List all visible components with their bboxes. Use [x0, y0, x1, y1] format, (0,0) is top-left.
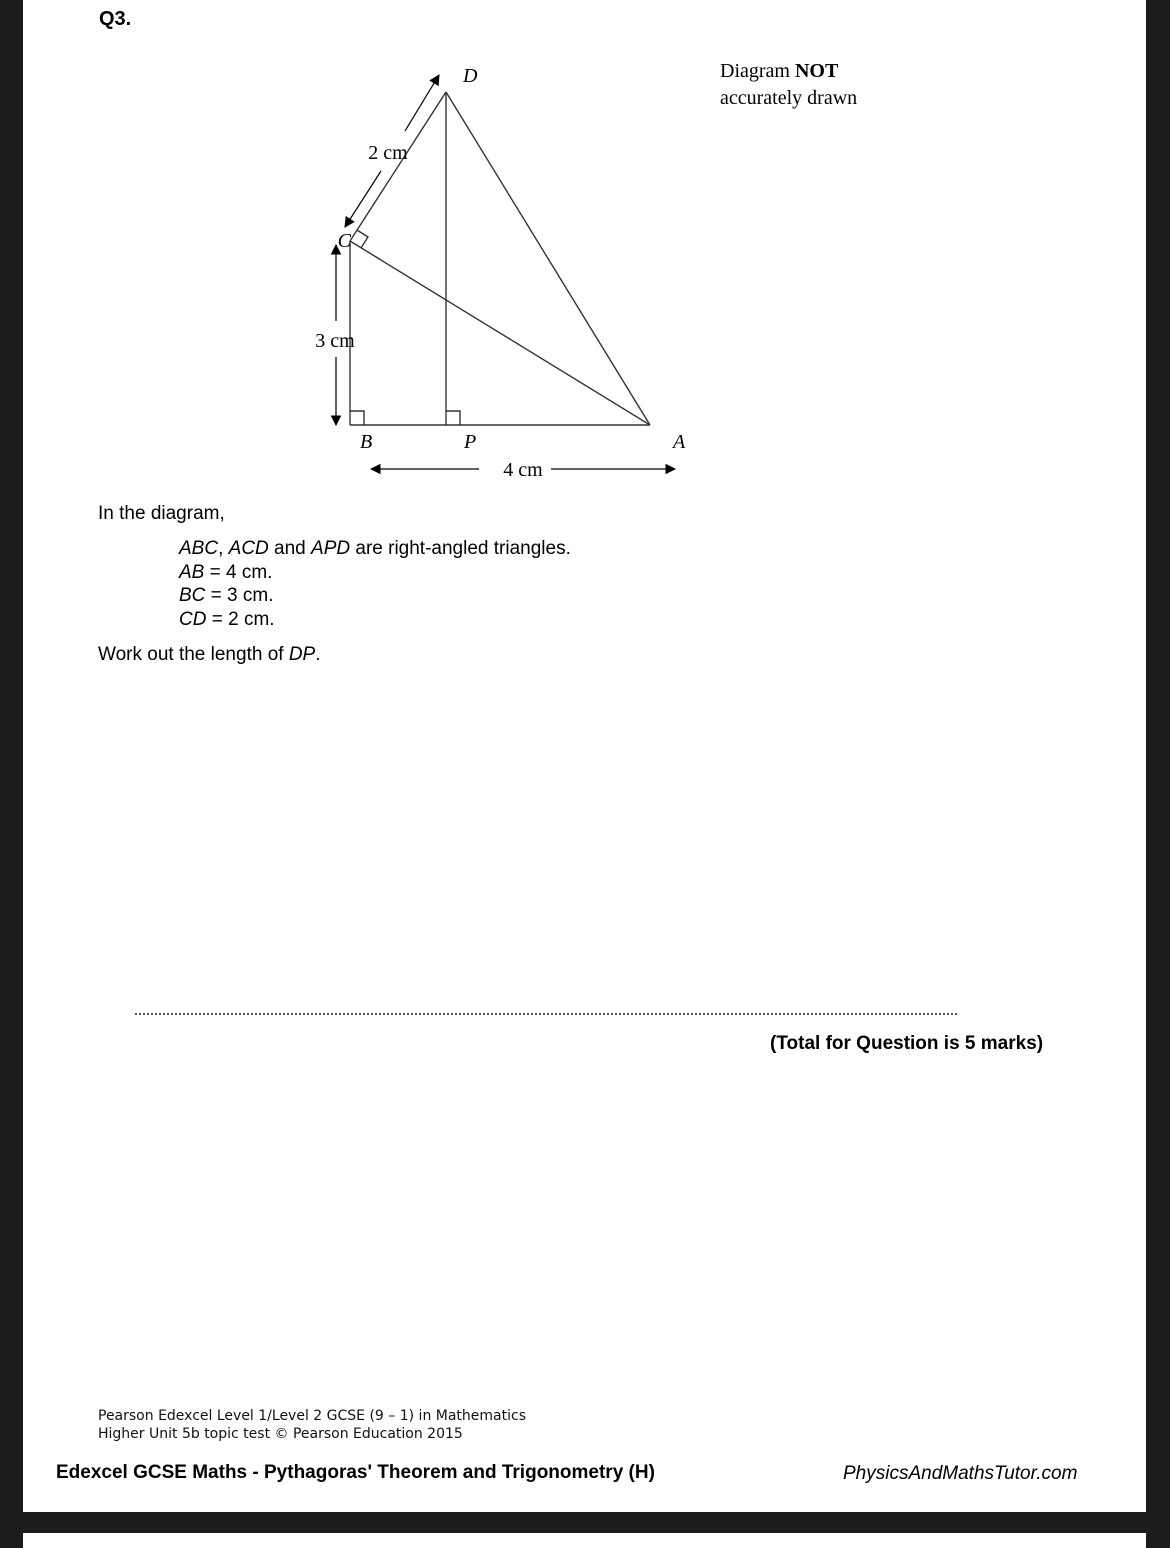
line-ca — [350, 241, 650, 425]
fact-and: and — [268, 538, 312, 559]
answer-line[interactable] — [135, 1013, 957, 1015]
diagram-note-prefix: Diagram — [720, 60, 795, 82]
fact-cd-value: = 2 cm. — [206, 609, 275, 630]
label-p: P — [464, 431, 477, 453]
task-prefix: Work out the length of — [98, 644, 289, 665]
line-da — [446, 92, 650, 425]
fact-bc-name: BC — [179, 585, 206, 606]
diagram-note-line2: accurately drawn — [720, 87, 858, 109]
fact-apd: APD — [311, 538, 351, 559]
fact-rest: are right-angled triangles. — [350, 538, 571, 559]
footer-line2: Higher Unit 5b topic test © Pearson Education 2015 — [98, 1426, 463, 1442]
diagram-note-bold: NOT — [794, 60, 839, 82]
intro-text: In the diagram, — [98, 503, 225, 524]
diagram-note — [720, 58, 857, 112]
worksheet-page — [23, 0, 1146, 1512]
fact-cd-name: CD — [179, 609, 207, 630]
length-ab: 4 cm — [503, 459, 543, 481]
triangle-diagram — [283, 55, 703, 495]
fact-bc-value: = 3 cm. — [205, 585, 274, 606]
arrow-cd-lower — [345, 171, 381, 227]
arrow-cd-upper — [405, 75, 439, 131]
fact-abc: ABC — [179, 538, 219, 559]
question-number: Q3. — [99, 8, 132, 30]
next-page-edge — [23, 1533, 1146, 1548]
task-suffix: . — [315, 644, 321, 665]
footer-title: Edexcel GCSE Maths - Pythagoras' Theorem and Trigonometry (H) — [56, 1462, 655, 1483]
label-d: D — [463, 65, 478, 87]
fact-sep: , — [218, 538, 229, 559]
right-angle-c — [357, 230, 368, 248]
label-c: C — [337, 230, 351, 252]
fact-ab — [179, 562, 272, 584]
fact-ab-name: AB — [179, 562, 205, 583]
fact-cd — [179, 609, 275, 631]
length-cd: 2 cm — [368, 142, 408, 164]
fact-bc — [179, 585, 274, 607]
label-b: B — [360, 431, 373, 453]
fact-acd: ACD — [228, 538, 269, 559]
right-angle-p — [446, 411, 460, 425]
line-cd — [350, 92, 446, 241]
fact-ab-value: = 4 cm. — [204, 562, 273, 583]
footer-line1: Pearson Edexcel Level 1/Level 2 GCSE (9 – 1) in Mathematics — [98, 1408, 526, 1424]
label-a: A — [673, 431, 686, 453]
length-bc: 3 cm — [315, 330, 355, 352]
task-text — [98, 644, 321, 666]
footer-site: PhysicsAndMathsTutor.com — [843, 1463, 1078, 1484]
right-angle-b — [350, 411, 364, 425]
task-dp: DP — [288, 644, 316, 665]
total-marks: (Total for Question is 5 marks) — [770, 1033, 1044, 1054]
fact-triangles — [179, 538, 571, 560]
